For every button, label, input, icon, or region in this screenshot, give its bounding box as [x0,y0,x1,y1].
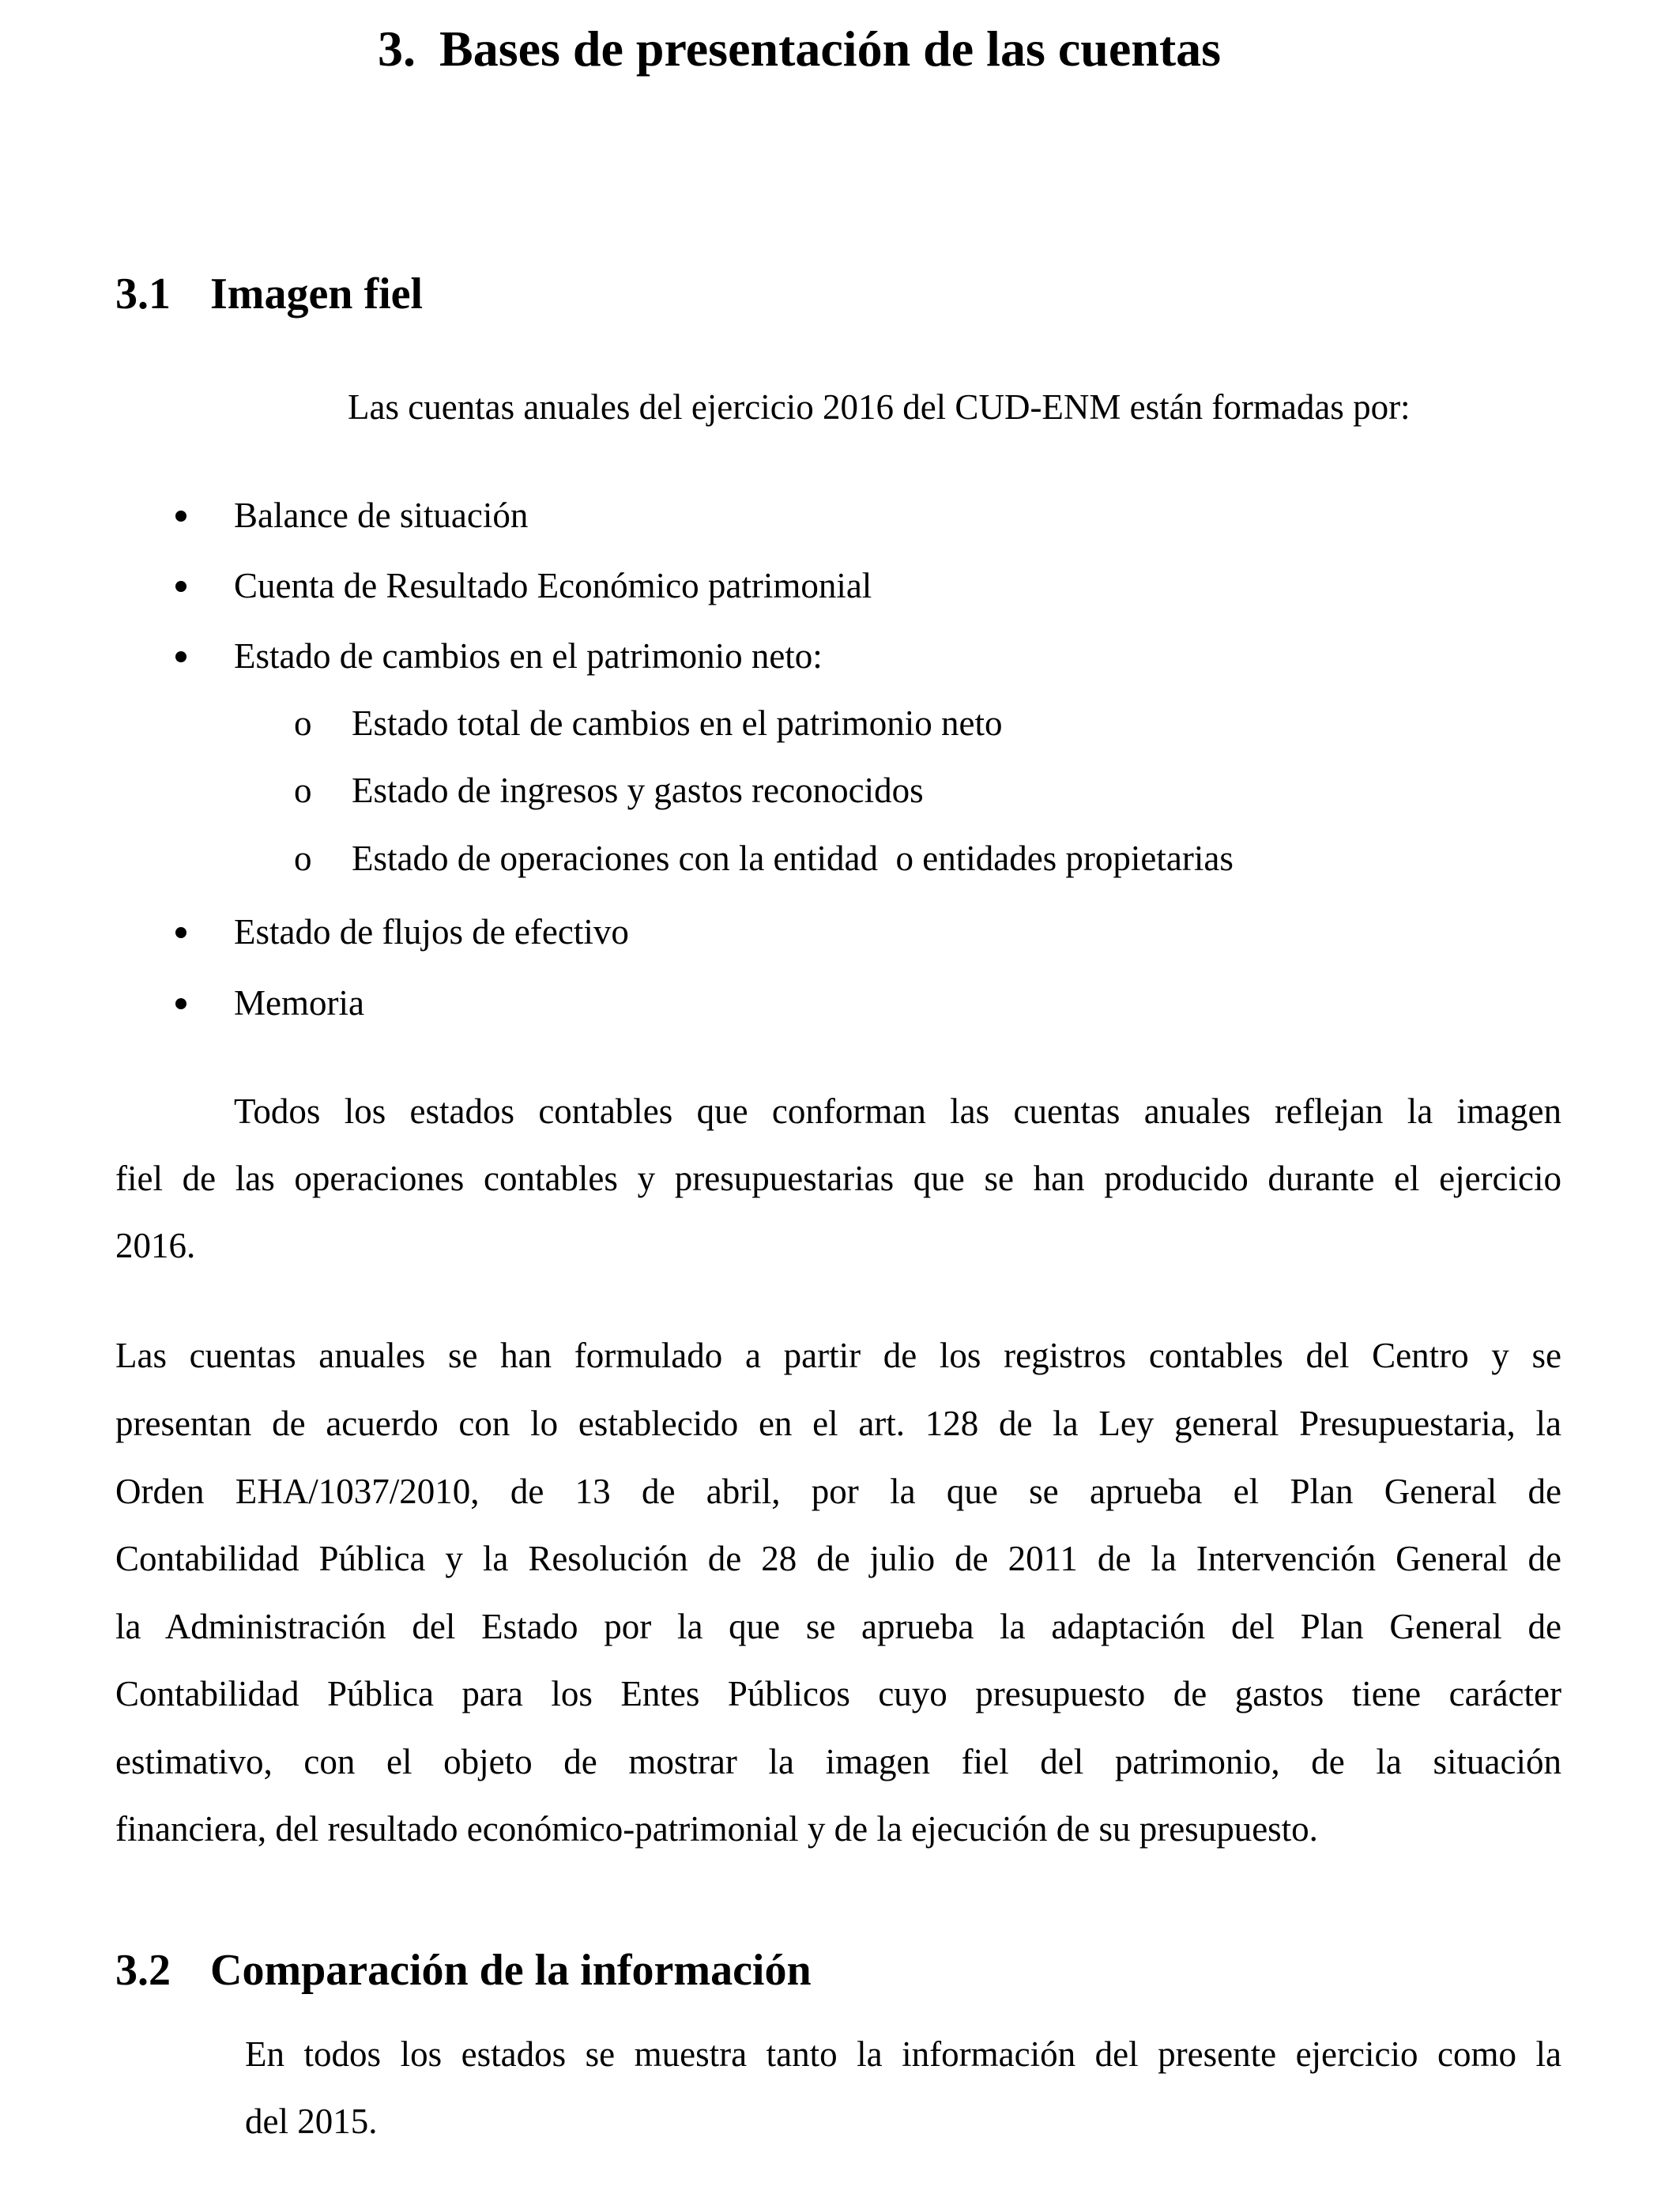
subsection-heading-3-1 [115,270,424,319]
bullet-icon [175,651,186,662]
bullet-icon [175,511,186,522]
subsection-title: Comparación de la información [210,1946,812,1995]
intro-text: Las cuentas anuales del ejercicio 2016 del CUD-ENM están formadas por: [348,387,1411,427]
paragraph-line: financiera, del resultado económico-patrimonial y de la ejecución de su presupuesto. [115,1809,1318,1849]
list-item-label: Balance de situación [234,496,529,535]
paragraph-line: Las cuentas anuales se han formulado a partir de los registros contables del Centro y se [115,1336,1561,1375]
sub-list-item-label: Estado total de cambios en el patrimonio neto [352,703,1003,743]
paragraph-line: Contabilidad Pública y la Resolución de 28 de julio de 2011 de la Intervención General de [115,1539,1561,1578]
section-title: Bases de presentación de las cuentas [439,21,1222,77]
paragraph-line: Todos los estados contables que conforman las cuentas anuales reflejan la imagen [234,1091,1561,1131]
list-item-label: Estado de flujos de efectivo [234,912,629,952]
paragraph-line: Contabilidad Pública para los Entes Públicos cuyo presupuesto de gastos tiene carácter [115,1674,1561,1713]
paragraph-line: 2016. [115,1226,196,1265]
paragraph-line: En todos los estados se muestra tanto la información del presente ejercicio como la [245,2034,1561,2074]
sub-list-item-label: Estado de ingresos y gastos reconocidos [352,771,924,810]
bullet-icon [175,581,186,592]
paragraph-line: Orden EHA/1037/2010, de 13 de abril, por la que se aprueba el Plan General de [115,1472,1561,1511]
circle-bullet-icon: o [294,839,312,878]
circle-bullet-icon: o [294,771,312,810]
subsection-title: Imagen fiel [210,270,424,319]
paragraph-line: la Administración del Estado por la que se aprueba la adaptación del Plan General de [115,1607,1561,1646]
circle-bullet-icon: o [294,703,312,743]
section-heading [378,21,1222,77]
bullet-icon [175,927,186,938]
section-number: 3. [378,21,416,77]
paragraph-line: fiel de las operaciones contables y presupuestarias que se han producido durante el ejercicio [115,1159,1561,1198]
list-item-label: Memoria [234,983,364,1023]
list-item-label: Estado de cambios en el patrimonio neto: [234,636,823,676]
bullet-icon [175,998,186,1009]
sub-list-item-label: Estado de operaciones con la entidad o entidades propietarias [352,839,1234,878]
list-item-label: Cuenta de Resultado Económico patrimonial [234,566,872,605]
subsection-number: 3.1 [115,270,171,319]
paragraph-line: estimativo, con el objeto de mostrar la imagen fiel del patrimonio, de la situación [115,1742,1561,1781]
subsection-number: 3.2 [115,1946,171,1995]
paragraph-line: presentan de acuerdo con lo establecido en el art. 128 de la Ley general Presupuestaria, la [115,1404,1561,1443]
paragraph-line: del 2015. [245,2102,378,2141]
subsection-heading-3-2 [115,1946,812,1995]
